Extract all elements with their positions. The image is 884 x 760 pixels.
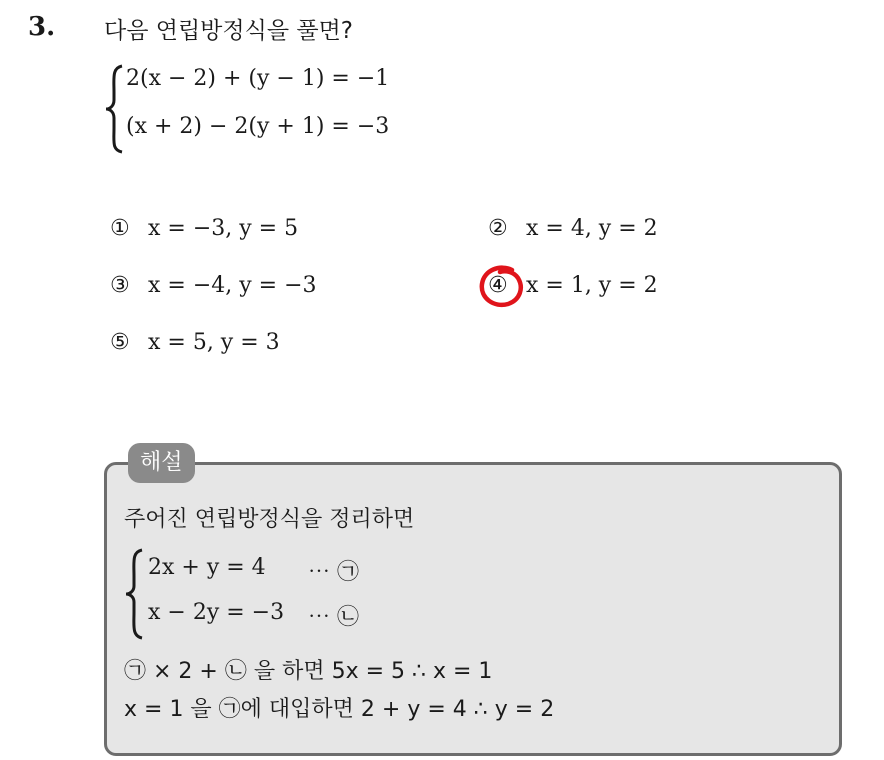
explanation-brace [124,548,146,640]
choice-text: x = 1, y = 2 [526,273,658,298]
choice-text: x = −4, y = −3 [148,273,317,298]
answer-circle-mark [478,264,526,310]
choice-number: ④ [488,273,508,298]
explanation-eq-1-label: ⋯ ㉠ [308,560,359,585]
choice-5[interactable] [110,330,280,355]
choice-text: x = 4, y = 2 [526,216,658,241]
explanation-step-2: x = 1 을 ㉠에 대입하면 2 + y = 4 ∴ y = 2 [124,697,555,722]
explanation-eq-2-label: ⋯ ㉡ [308,605,359,630]
explanation-eq-1: 2x + y = 4 [148,555,266,580]
explanation-intro: 주어진 연립방정식을 정리하면 [124,507,415,532]
choice-number: ① [110,216,130,241]
explanation-eq-2: x − 2y = −3 [148,600,285,625]
choice-2[interactable] [488,216,658,241]
question-prompt: 다음 연립방정식을 풀면? [104,18,354,44]
choice-text: x = −3, y = 5 [148,216,299,241]
explanation-tag: 해설 [128,443,195,483]
choice-number: ⑤ [110,330,130,355]
left-brace [104,64,126,154]
choice-number: ② [488,216,508,241]
equation-1: 2(x − 2) + (y − 1) = −1 [126,66,390,91]
equation-2: (x + 2) − 2(y + 1) = −3 [126,114,390,139]
choice-1[interactable] [110,216,298,241]
equation-system [104,64,434,154]
choice-3[interactable] [110,273,317,298]
choice-text: x = 5, y = 3 [148,330,280,355]
question-number: 3. [28,12,56,42]
choice-number: ③ [110,273,130,298]
explanation-step-1: ㉠ × 2 + ㉡ 을 하면 5x = 5 ∴ x = 1 [124,659,493,684]
